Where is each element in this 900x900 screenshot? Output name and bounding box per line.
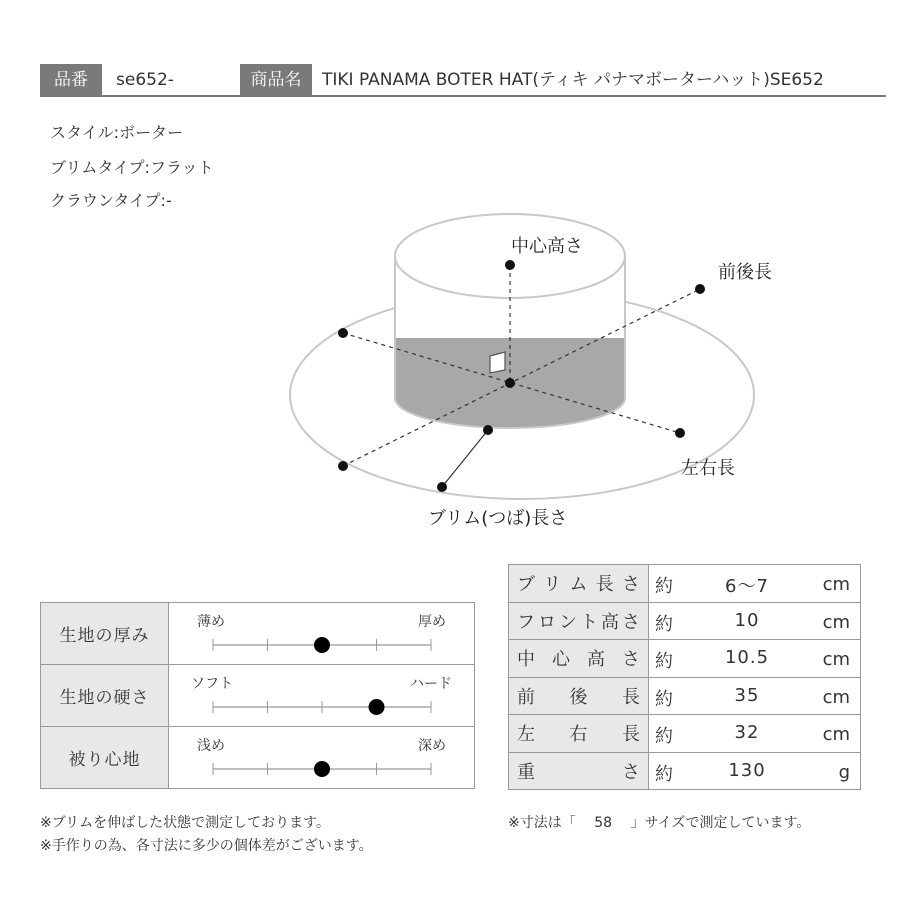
label-brim-length: ブリム(つば)長さ: [428, 508, 568, 529]
scale-track: [169, 665, 475, 727]
measurement-label-char: ム: [569, 574, 588, 596]
measurement-unit: cm: [822, 649, 850, 670]
measurement-value: 10: [734, 609, 760, 631]
feel-scale: [169, 727, 475, 789]
feel-row-hardness: [41, 665, 475, 727]
measurement-label-char: リ: [543, 574, 562, 596]
point-right: [675, 428, 685, 438]
scale-knob: [314, 637, 330, 653]
note-brim-stretched: ※ブリムを伸ばした状態で測定しております。: [40, 815, 331, 831]
measurement-label-char: 長: [595, 574, 614, 596]
feel-label: 生地の厚み: [41, 603, 169, 665]
measurement-label-char: 心: [552, 649, 570, 671]
measurement-label: [509, 602, 649, 640]
measurement-value: 32: [734, 722, 760, 743]
sku-value: se652-: [116, 70, 174, 90]
scale-knob: [314, 761, 330, 777]
measurement-label: [509, 752, 649, 790]
measurement-label-char: 長: [622, 686, 640, 708]
measurement-value: 35: [734, 684, 760, 706]
scale-track: [169, 727, 475, 789]
scale-left-label: ソフト: [191, 676, 233, 692]
feel-row-thickness: [41, 603, 475, 665]
point-center: [505, 378, 515, 388]
measurement-label-char: ブ: [517, 574, 535, 596]
spec-style: スタイル:ボーター: [50, 123, 184, 142]
feel-label: 生地の硬さ: [41, 665, 169, 727]
measurement-value-cell: [649, 715, 861, 753]
measurement-approx: 約: [655, 576, 673, 597]
measurement-label-char: 左: [517, 724, 535, 746]
measurement-row: [509, 602, 861, 640]
scale-track: [169, 603, 475, 665]
measurement-value: 130: [728, 759, 766, 781]
point-brim: [483, 425, 493, 435]
note-measured-size: [508, 812, 810, 832]
feel-scale: [169, 603, 475, 665]
measurement-label-char: 右: [569, 724, 588, 746]
measurement-label: [509, 677, 649, 715]
measurement-row: [509, 565, 861, 603]
spec-crown-type: クラウンタイプ:-: [50, 191, 172, 210]
point-left: [338, 328, 348, 338]
label-front-back: 前後長: [718, 262, 772, 283]
measurement-approx: 約: [655, 688, 673, 710]
measurement-unit: g: [838, 761, 850, 783]
measurement-value-cell: [649, 677, 861, 715]
measurement-value: 6〜7: [725, 576, 769, 597]
measurement-label-char: さ: [622, 574, 640, 596]
measurement-label-char: さ: [622, 649, 640, 671]
measurement-unit: cm: [822, 724, 850, 745]
measurement-unit: cm: [822, 574, 850, 595]
scale-knob: [369, 699, 385, 715]
feel-label: 被り心地: [41, 727, 169, 789]
note-handmade: ※手作りの為、各寸法に多少の個体差がございます。: [40, 838, 373, 854]
measurement-value: 10.5: [724, 647, 770, 668]
measurement-row: [509, 752, 861, 790]
feel-scale: [169, 665, 475, 727]
brim-length-leader: [442, 430, 488, 487]
crown-top: [395, 214, 625, 298]
label-left-right: 左右長: [681, 458, 735, 479]
measurement-row: [509, 677, 861, 715]
product-name-value: TIKI PANAMA BOTER HAT(ティキ パナマボーターハット)SE652: [322, 70, 824, 90]
measurement-table: [508, 564, 861, 790]
measurement-approx: 約: [655, 613, 673, 635]
measurement-approx: 約: [655, 726, 673, 747]
feel-row-fit: [41, 727, 475, 789]
measurement-label-char: 後: [569, 686, 588, 708]
measurement-unit: cm: [822, 686, 850, 708]
scale-left-label: 浅め: [197, 738, 225, 754]
scale-right-label: 深め: [418, 738, 446, 754]
measurement-value-cell: [649, 602, 861, 640]
measurement-label: [509, 640, 649, 678]
note-size-suffix: 」サイズで測定しています。: [630, 815, 811, 831]
scale-right-label: 厚め: [418, 614, 446, 630]
point-front-back-end: [695, 284, 705, 294]
label-crown-height: 中心高さ: [511, 236, 583, 257]
feel-table: [40, 602, 475, 789]
measurement-row: [509, 715, 861, 753]
band-bow: [490, 352, 505, 373]
measurement-value-cell: [649, 752, 861, 790]
measurement-value-cell: [649, 565, 861, 603]
measurement-approx: 約: [655, 763, 673, 785]
measurement-row: [509, 640, 861, 678]
product-name-label: 商品名: [240, 64, 312, 96]
spec-brim-type: ブリムタイプ:フラット: [50, 158, 214, 177]
point-brim-leader: [437, 482, 447, 492]
measurement-approx: 約: [655, 651, 673, 672]
measurement-unit: cm: [822, 611, 850, 633]
note-size-value: 58: [594, 815, 613, 831]
measurement-label-char: 中: [517, 649, 535, 671]
point-crown-top: [505, 260, 515, 270]
point-front-back-start: [338, 461, 348, 471]
measurement-label-char: 高: [601, 611, 619, 633]
sku-label: 品番: [40, 64, 102, 96]
scale-right-label: ハード: [410, 676, 452, 692]
measurement-label-char: 重: [517, 761, 535, 783]
note-size-prefix: ※寸法は「: [508, 815, 576, 831]
measurement-label-char: ロ: [538, 611, 556, 633]
measurement-label-char: 高: [587, 649, 605, 671]
measurement-label-char: さ: [622, 761, 640, 783]
measurement-label-char: ト: [580, 611, 598, 633]
measurement-value-cell: [649, 640, 861, 678]
measurement-label-char: さ: [622, 611, 640, 633]
measurement-label: [509, 715, 649, 753]
measurement-label-char: 前: [517, 686, 535, 708]
measurement-label-char: ン: [559, 611, 577, 633]
measurement-label-char: フ: [517, 611, 535, 633]
measurement-label-char: 長: [622, 724, 640, 746]
measurement-label: [509, 565, 649, 603]
scale-left-label: 薄め: [197, 614, 225, 630]
